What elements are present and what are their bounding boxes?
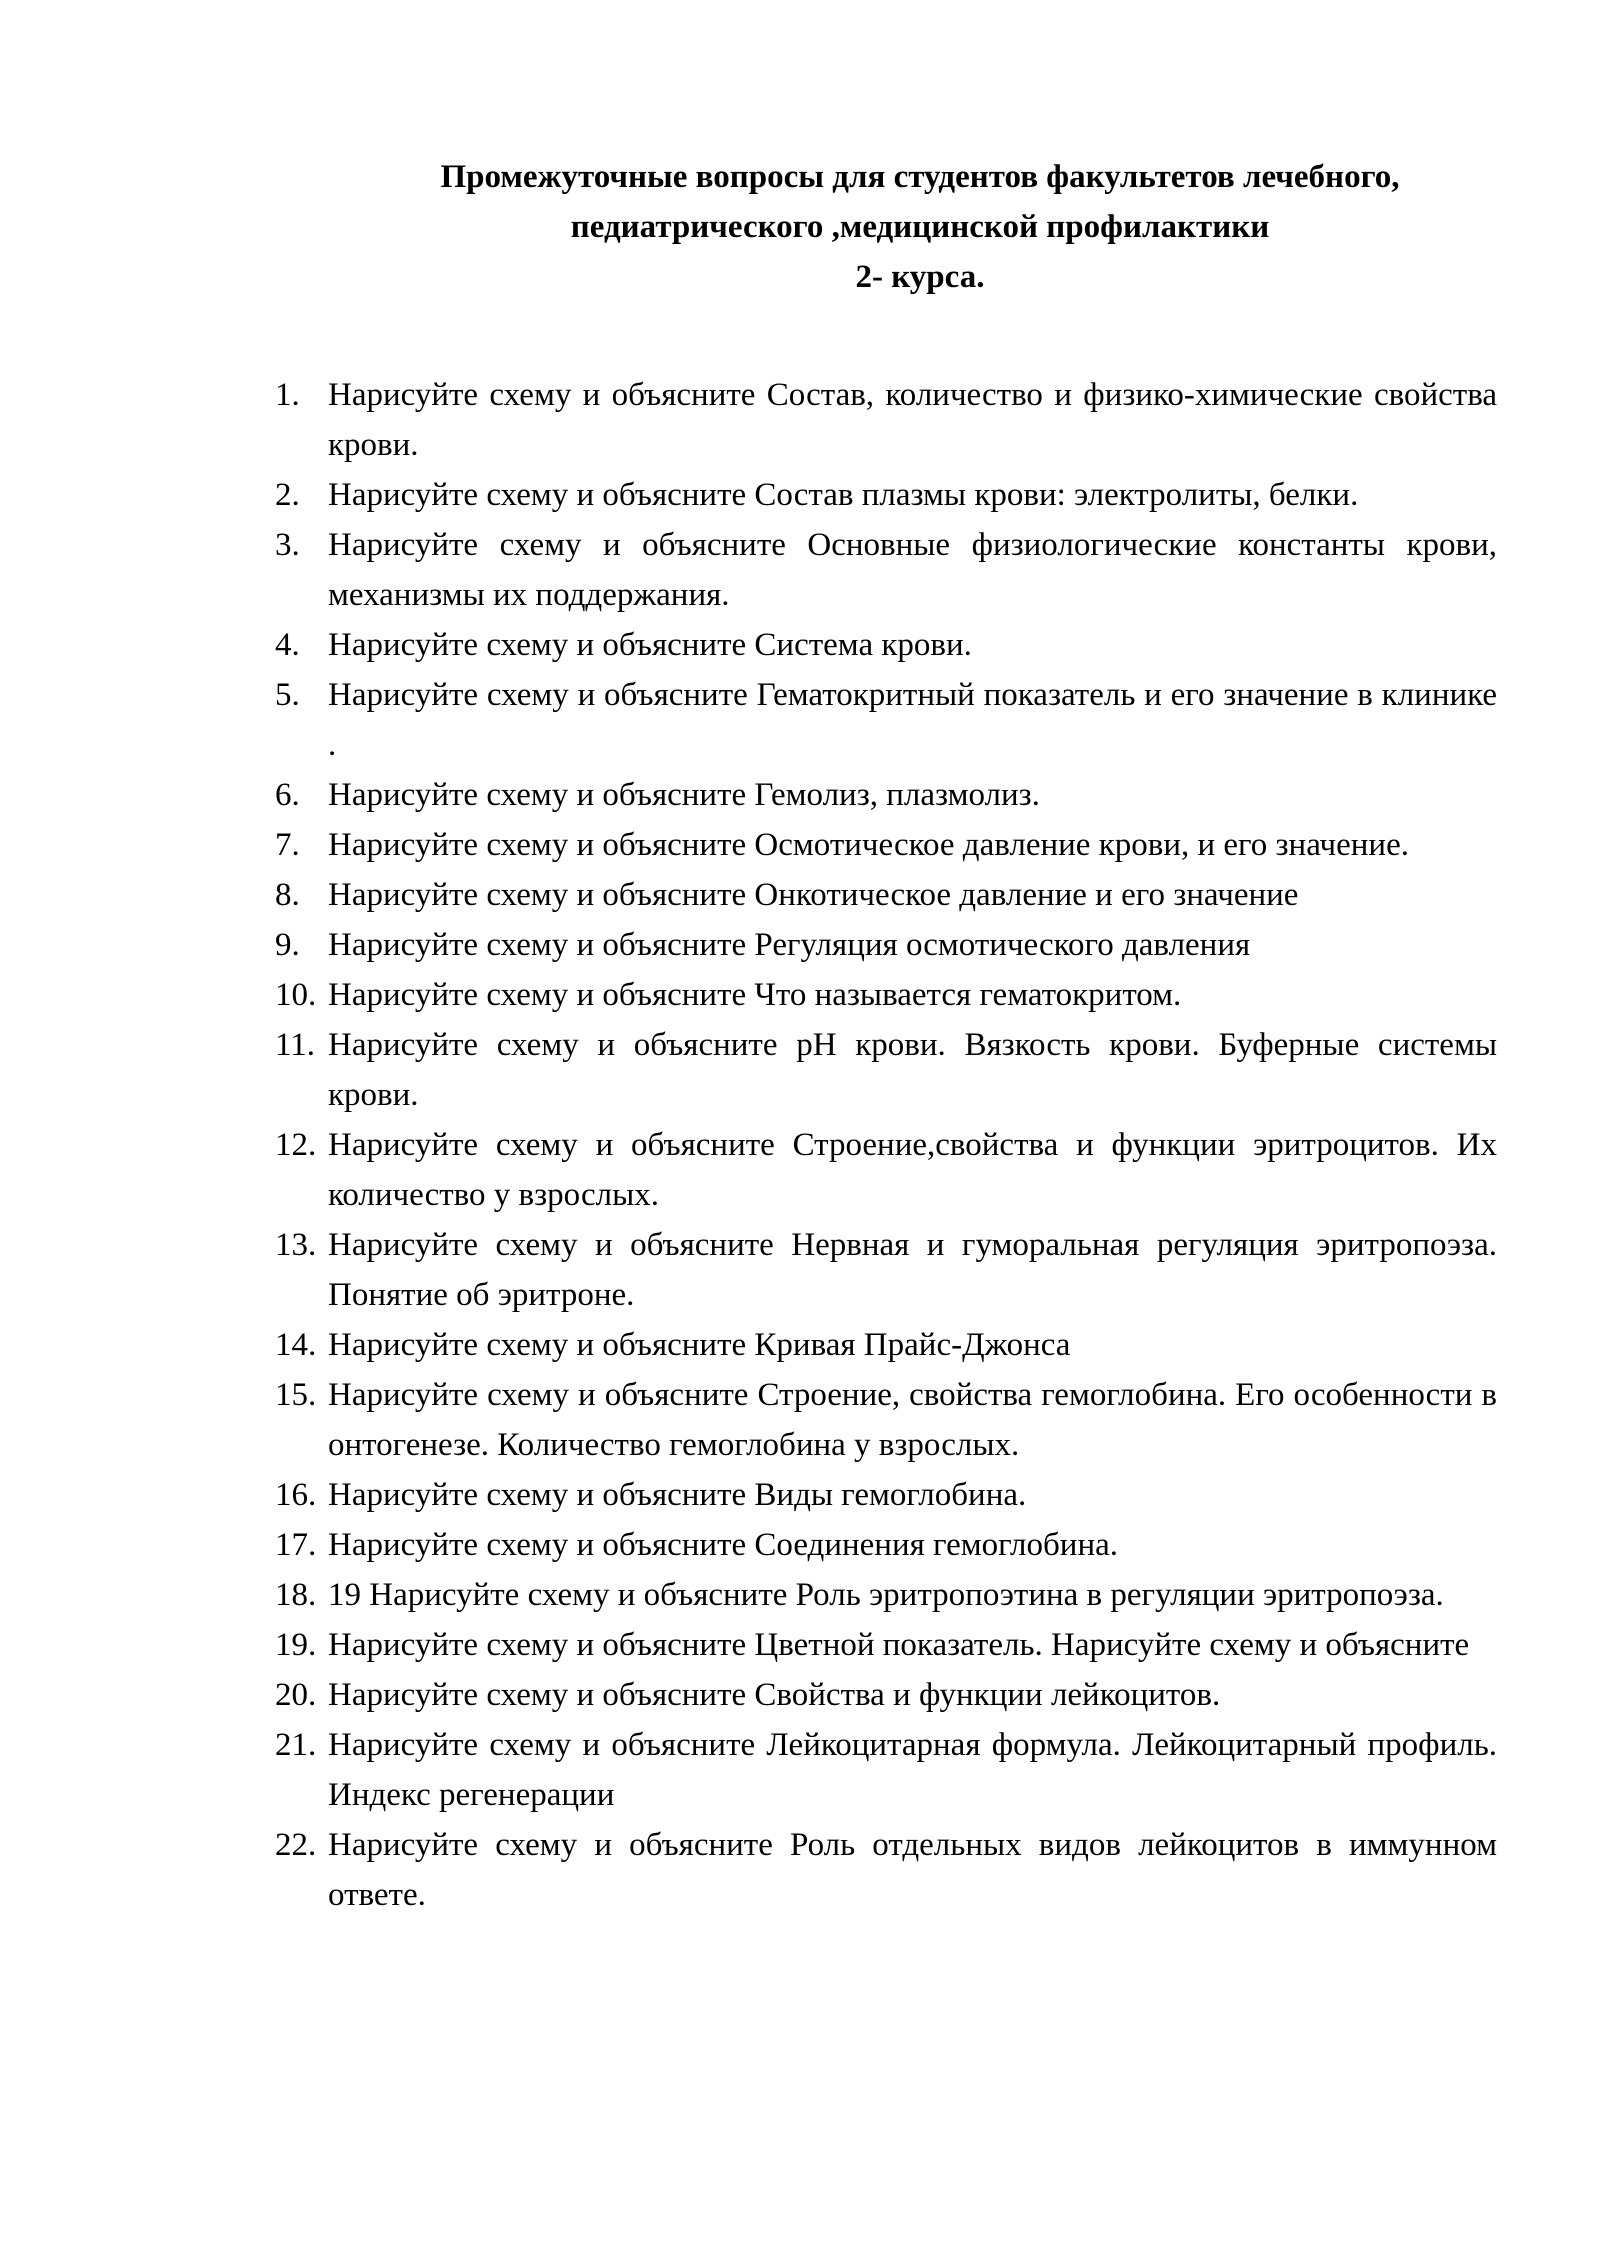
- question-item-6: [275, 770, 1497, 820]
- question-number: 17.: [275, 1527, 317, 1563]
- question-number: 3.: [275, 527, 300, 563]
- title-line-1: Промежуточные вопросы для студентов факультетов лечебного,: [440, 159, 1400, 195]
- question-item-11: [275, 1020, 1497, 1120]
- question-text: Нарисуйте схему и объясните Состав, количество и физико-химические свойства крови.: [328, 377, 1497, 463]
- question-text: Нарисуйте схему и объясните Гематокритный показатель и его значение в клинике .: [328, 677, 1497, 763]
- question-item-22: [275, 1820, 1497, 1920]
- question-text: Нарисуйте схему и объясните Гемолиз, плазмолиз.: [328, 777, 1040, 813]
- question-item-5: [275, 670, 1497, 770]
- question-number: 8.: [275, 877, 300, 913]
- question-item-3: [275, 520, 1497, 620]
- question-number: 13.: [275, 1227, 317, 1263]
- question-item-8: [275, 870, 1497, 920]
- question-number: 18.: [275, 1577, 317, 1613]
- document-title: [340, 152, 1500, 302]
- question-item-19: [275, 1620, 1497, 1670]
- question-text: Нарисуйте схему и объясните Осмотическое давление крови, и его значение.: [328, 827, 1409, 863]
- question-number: 5.: [275, 677, 300, 713]
- question-number: 22.: [275, 1827, 317, 1863]
- title-line-3: 2- курса.: [855, 259, 985, 295]
- question-text: Нарисуйте схему и объясните Цветной показатель. Нарисуйте схему и объясните: [328, 1627, 1470, 1663]
- question-number: 20.: [275, 1677, 317, 1713]
- question-text: Нарисуйте схему и объясните Лейкоцитарная формула. Лейкоцитарный профиль. Индекс регенерации: [328, 1727, 1497, 1813]
- question-number: 15.: [275, 1377, 317, 1413]
- question-number: 6.: [275, 777, 300, 813]
- question-text: Нарисуйте схему и объясните Соединения гемоглобина.: [328, 1527, 1119, 1563]
- question-item-2: [275, 470, 1497, 520]
- question-item-10: [275, 970, 1497, 1020]
- question-item-9: [275, 920, 1497, 970]
- question-item-13: [275, 1220, 1497, 1320]
- question-text: Нарисуйте схему и объясните Система крови.: [328, 627, 972, 663]
- question-text: Нарисуйте схему и объясните Что называется гематокритом.: [328, 977, 1182, 1013]
- question-number: 11.: [275, 1027, 316, 1063]
- question-number: 2.: [275, 477, 300, 513]
- question-number: 7.: [275, 827, 300, 863]
- question-number: 1.: [275, 377, 300, 413]
- question-number: 14.: [275, 1327, 317, 1363]
- question-number: 4.: [275, 627, 300, 663]
- question-item-1: [275, 370, 1497, 470]
- question-text: Нарисуйте схему и объясните Виды гемоглобина.: [328, 1477, 1027, 1513]
- question-text: Нарисуйте схему и объясните Строение, свойства гемоглобина. Его особенности в онтогенезе. Количество гемоглобина у взрослых.: [328, 1377, 1497, 1463]
- question-number: 9.: [275, 927, 300, 963]
- question-item-16: [275, 1470, 1497, 1520]
- question-item-7: [275, 820, 1497, 870]
- question-text: Нарисуйте схему и объясните рН крови. Вязкость крови. Буферные системы крови.: [328, 1027, 1497, 1113]
- question-text: 19 Нарисуйте схему и объясните Роль эритропоэтина в регуляции эритропоэза.: [328, 1577, 1444, 1613]
- question-number: 10.: [275, 977, 317, 1013]
- question-number: 19.: [275, 1627, 317, 1663]
- title-line-2: педиатрического ,медицинской профилактики: [570, 209, 1270, 245]
- question-text: Нарисуйте схему и объясните Роль отдельных видов лейкоцитов в иммунном ответе.: [328, 1827, 1497, 1913]
- question-item-4: [275, 620, 1497, 670]
- question-text: Нарисуйте схему и объясните Основные физиологические константы крови, механизмы их поддержания.: [328, 527, 1497, 613]
- question-number: 21.: [275, 1727, 317, 1763]
- question-number: 16.: [275, 1477, 317, 1513]
- question-item-20: [275, 1670, 1497, 1720]
- question-item-17: [275, 1520, 1497, 1570]
- question-item-14: [275, 1320, 1497, 1370]
- question-list: [275, 370, 1497, 1920]
- question-text: Нарисуйте схему и объясните Состав плазмы крови: электролиты, белки.: [328, 477, 1359, 513]
- question-number: 12.: [275, 1127, 317, 1163]
- question-text: Нарисуйте схему и объясните Онкотическое давление и его значение: [328, 877, 1299, 913]
- question-text: Нарисуйте схему и объясните Строение,свойства и функции эритроцитов. Их количество у взрослых.: [328, 1127, 1497, 1213]
- question-item-18: [275, 1570, 1497, 1620]
- question-item-15: [275, 1370, 1497, 1470]
- question-text: Нарисуйте схему и объясните Кривая Прайс-Джонса: [328, 1327, 1071, 1363]
- question-text: Нарисуйте схему и объясните Нервная и гуморальная регуляция эритропоэза. Понятие об эритроне.: [328, 1227, 1497, 1313]
- question-item-12: [275, 1120, 1497, 1220]
- question-item-21: [275, 1720, 1497, 1820]
- question-text: Нарисуйте схему и объясните Свойства и функции лейкоцитов.: [328, 1677, 1221, 1713]
- question-text: Нарисуйте схему и объясните Регуляция осмотического давления: [328, 927, 1251, 963]
